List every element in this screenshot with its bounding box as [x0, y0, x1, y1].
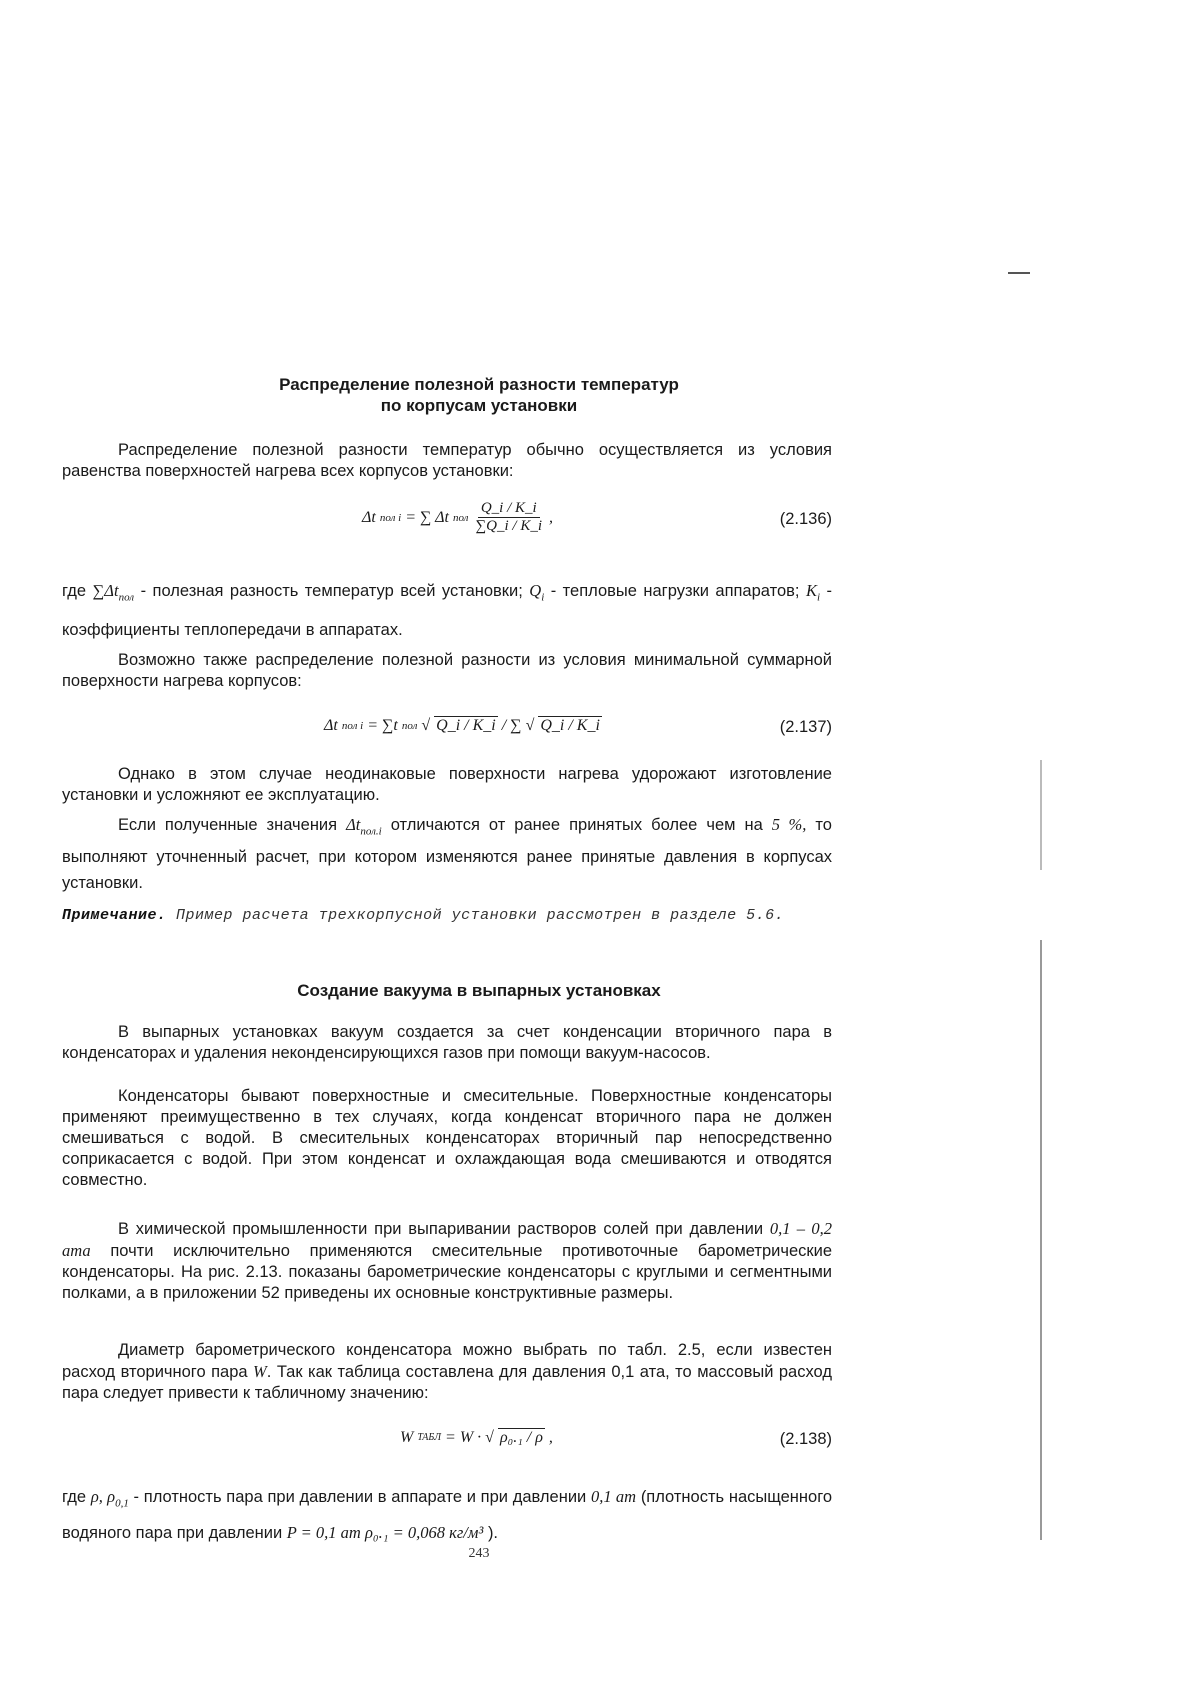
scan-mark: [1008, 272, 1030, 274]
equation-number: (2.138): [779, 1430, 832, 1448]
paragraph: Распределение полезной разности температур обычно осуществляется из условия равенства поверхностей нагрева всех корпусов установки:: [62, 441, 832, 480]
title-line: по корпусам установки: [380, 396, 578, 415]
title-line: Создание вакуума в выпарных установках: [297, 981, 661, 1000]
paragraph: В химической промышленности при выпаривании растворов солей при давлении 0,1 – 0,2 ата почти исключительно применяются смесительные противоточные барометрические конденсаторы. На рис. 2.13. показаны барометрические конденсаторы с круглыми и сегментными полками, а в приложении 52 приведены их основные конструктивные размеры.: [62, 1219, 832, 1302]
scan-edge-line: [1040, 760, 1042, 870]
paragraph: Однако в этом случае неодинаковые поверхности нагрева удорожают изготовление установки и усложняют ее эксплуатацию.: [62, 765, 832, 804]
paragraph: В выпарных установках вакуум создается за счет конденсации вторичного пара в конденсаторах и удаления неконденсирующихся газов при помощи вакуум-насосов.: [62, 1023, 832, 1062]
scan-edge-line: [1040, 940, 1042, 1540]
title-line: Распределение полезной разности температур: [279, 375, 679, 394]
paragraph: Если полученные значения $\Delta t_{пол.i}$ отличаются от ранее принятых более чем на 5 %, то выполняют уточненный расчет, при котором изменяются ранее принятые давления в корпусах установки.: [62, 815, 832, 893]
paragraph: Возможно также распределение полезной разности из условия минимальной суммарной поверхности нагрева корпусов:: [62, 651, 832, 690]
paragraph: Диаметр барометрического конденсатора можно выбрать по табл. 2.5, если известен расход вторичного пара W. Так как таблица составлена для давления 0,1 ата, то массовый расход пара следует привести к табличному значению:: [62, 1341, 832, 1402]
formula-2-137: Δt пол i = ∑t пол √ Q_i / K_i / ∑ √ Q_i / K_i (2.137): [324, 716, 832, 736]
section-title: [62, 980, 896, 1001]
page-number: 243: [468, 1546, 490, 1561]
paragraph: где ρ, $\rho_{0,1}$ - плотность пара при давлении в аппарате и при давлении 0,1 ат (плотность насыщенного водяного пара при давлении P = 0,1 ат ρ₀.₁ = 0,068 кг/м³ ).: [62, 1487, 833, 1543]
paragraph: Конденсаторы бывают поверхностные и смесительные. Поверхностные конденсаторы применяют преимущественно в тех случаях, когда конденсат вторичного пара не должен смешиваться с водой. В смесительных конденсаторах вторичный пар непосредственно соприкасается с водой. При этом конденсат и охлаждающая вода смешиваются и отводятся совместно.: [62, 1087, 832, 1189]
section-title: [62, 374, 896, 416]
fraction: $\frac{Q\_i / K\_i}{\sum Q\_i / K\_i}$: [475, 500, 543, 534]
equation-number: (2.137): [779, 718, 832, 736]
formula-2-136: Δt пол i = ∑ Δt пол $\frac{Q\_i / K\_i}{\sum Q\_i / K\_i}$ , (2.136): [362, 500, 832, 534]
formula-2-138: W ТАБЛ = W · √ ρ₀.₁ / ρ , (2.138): [400, 1428, 832, 1448]
note: Примечание. Пример расчета трехкорпусной установки рассмотрен в разделе 5.6.: [62, 907, 785, 924]
paragraph: где $\sum\Delta t_{пол}$ - полезная разность температур всей установки; $Q_i$ - тепловые нагрузки аппаратов; $K_i$ - коэффициенты теплопередачи в аппаратах.: [62, 581, 832, 640]
equation-number: (2.136): [779, 510, 832, 528]
